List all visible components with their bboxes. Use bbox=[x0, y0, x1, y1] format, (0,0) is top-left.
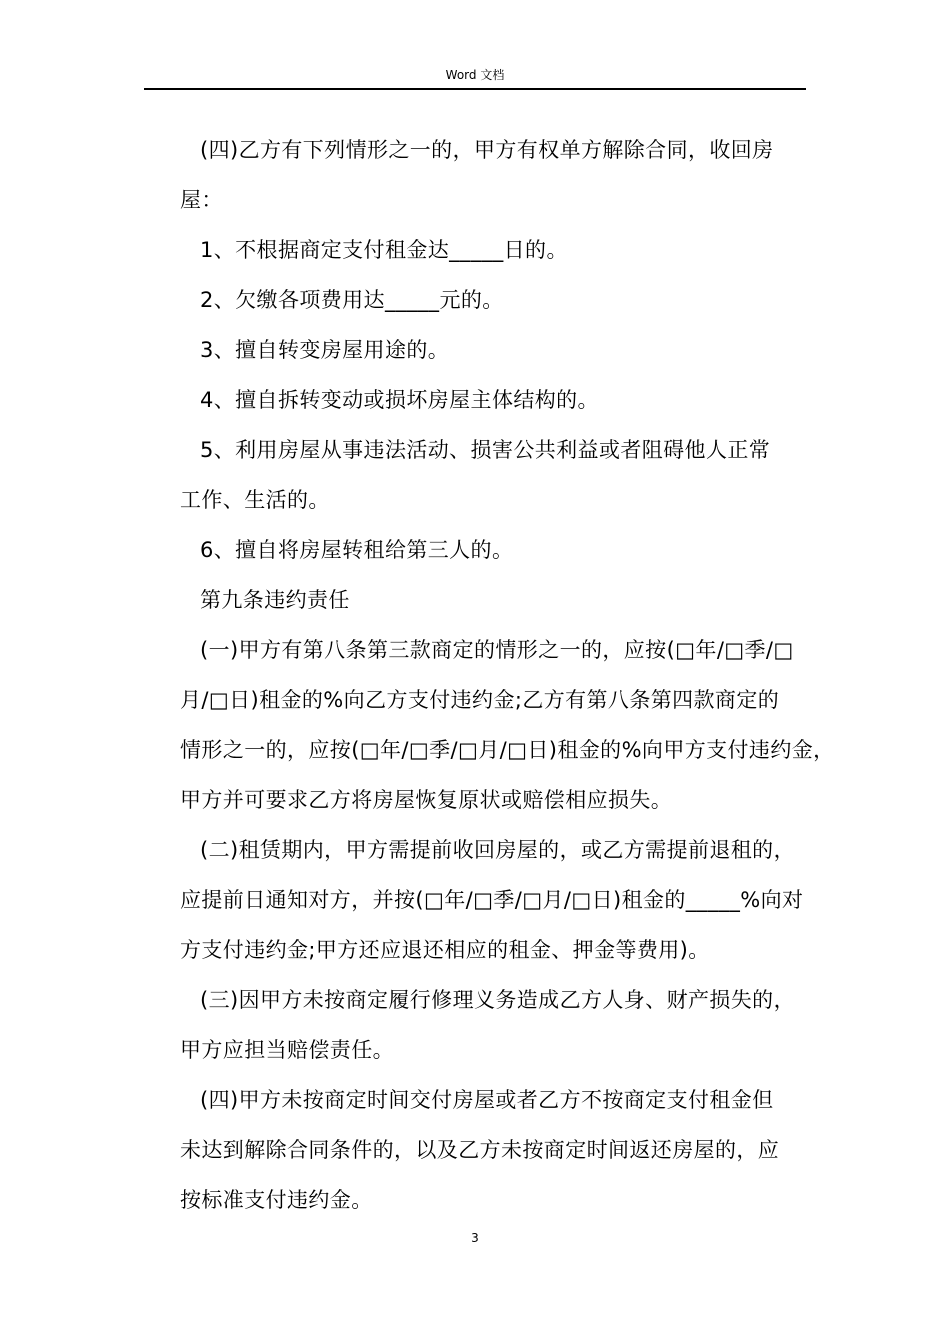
paragraph-line: 按标准支付违约金。 bbox=[180, 1188, 373, 1212]
paragraph-line: 3、擅自转变房屋用途的。 bbox=[200, 338, 450, 362]
section-heading: 第九条违约责任 bbox=[200, 588, 350, 612]
paragraph-line: 屋： bbox=[180, 188, 223, 212]
paragraph-line: 方支付违约金;甲方还应退还相应的租金、押金等费用)。 bbox=[180, 938, 710, 962]
page-number: 3 bbox=[471, 1231, 479, 1245]
paragraph-line: 2、欠缴各项费用达_____元的。 bbox=[200, 288, 504, 312]
paragraph-line: (一)甲方有第八条第三款商定的情形之一的，应按(□年/□季/□ bbox=[200, 638, 794, 662]
paragraph-line: (四)乙方有下列情形之一的，甲方有权单方解除合同，收回房 bbox=[200, 138, 774, 162]
paragraph-line: (三)因甲方未按商定履行修理义务造成乙方人身、财产损失的， bbox=[200, 988, 795, 1012]
paragraph-line: 5、利用房屋从事违法活动、损害公共利益或者阻碍他人正常 bbox=[200, 438, 771, 462]
paragraph-line: 1、不根据商定支付租金达_____日的。 bbox=[200, 238, 568, 262]
paragraph-line: 应提前日通知对方，并按(□年/□季/□月/□日)租金的_____%向对 bbox=[180, 888, 804, 912]
paragraph-line: 甲方并可要求乙方将房屋恢复原状或赔偿相应损失。 bbox=[180, 788, 673, 812]
paragraph-line: 6、擅自将房屋转租给第三人的。 bbox=[200, 538, 514, 562]
paragraph-line: (四)甲方未按商定时间交付房屋或者乙方不按商定支付租金但 bbox=[200, 1088, 774, 1112]
paragraph-line: 甲方应担当赔偿责任。 bbox=[180, 1038, 394, 1062]
header-divider bbox=[144, 88, 806, 90]
paragraph-line: 情形之一的，应按(□年/□季/□月/□日)租金的%向甲方支付违约金， bbox=[180, 738, 835, 762]
paragraph-line: (二)租赁期内，甲方需提前收回房屋的，或乙方需提前退租的， bbox=[200, 838, 795, 862]
paragraph-line: 未达到解除合同条件的，以及乙方未按商定时间返还房屋的，应 bbox=[180, 1138, 780, 1162]
paragraph-line: 工作、生活的。 bbox=[180, 488, 330, 512]
page-header-title: Word 文档 bbox=[445, 68, 505, 82]
paragraph-line: 月/□日)租金的%向乙方支付违约金;乙方有第八条第四款商定的 bbox=[180, 688, 780, 712]
paragraph-line: 4、擅自拆转变动或损坏房屋主体结构的。 bbox=[200, 388, 599, 412]
